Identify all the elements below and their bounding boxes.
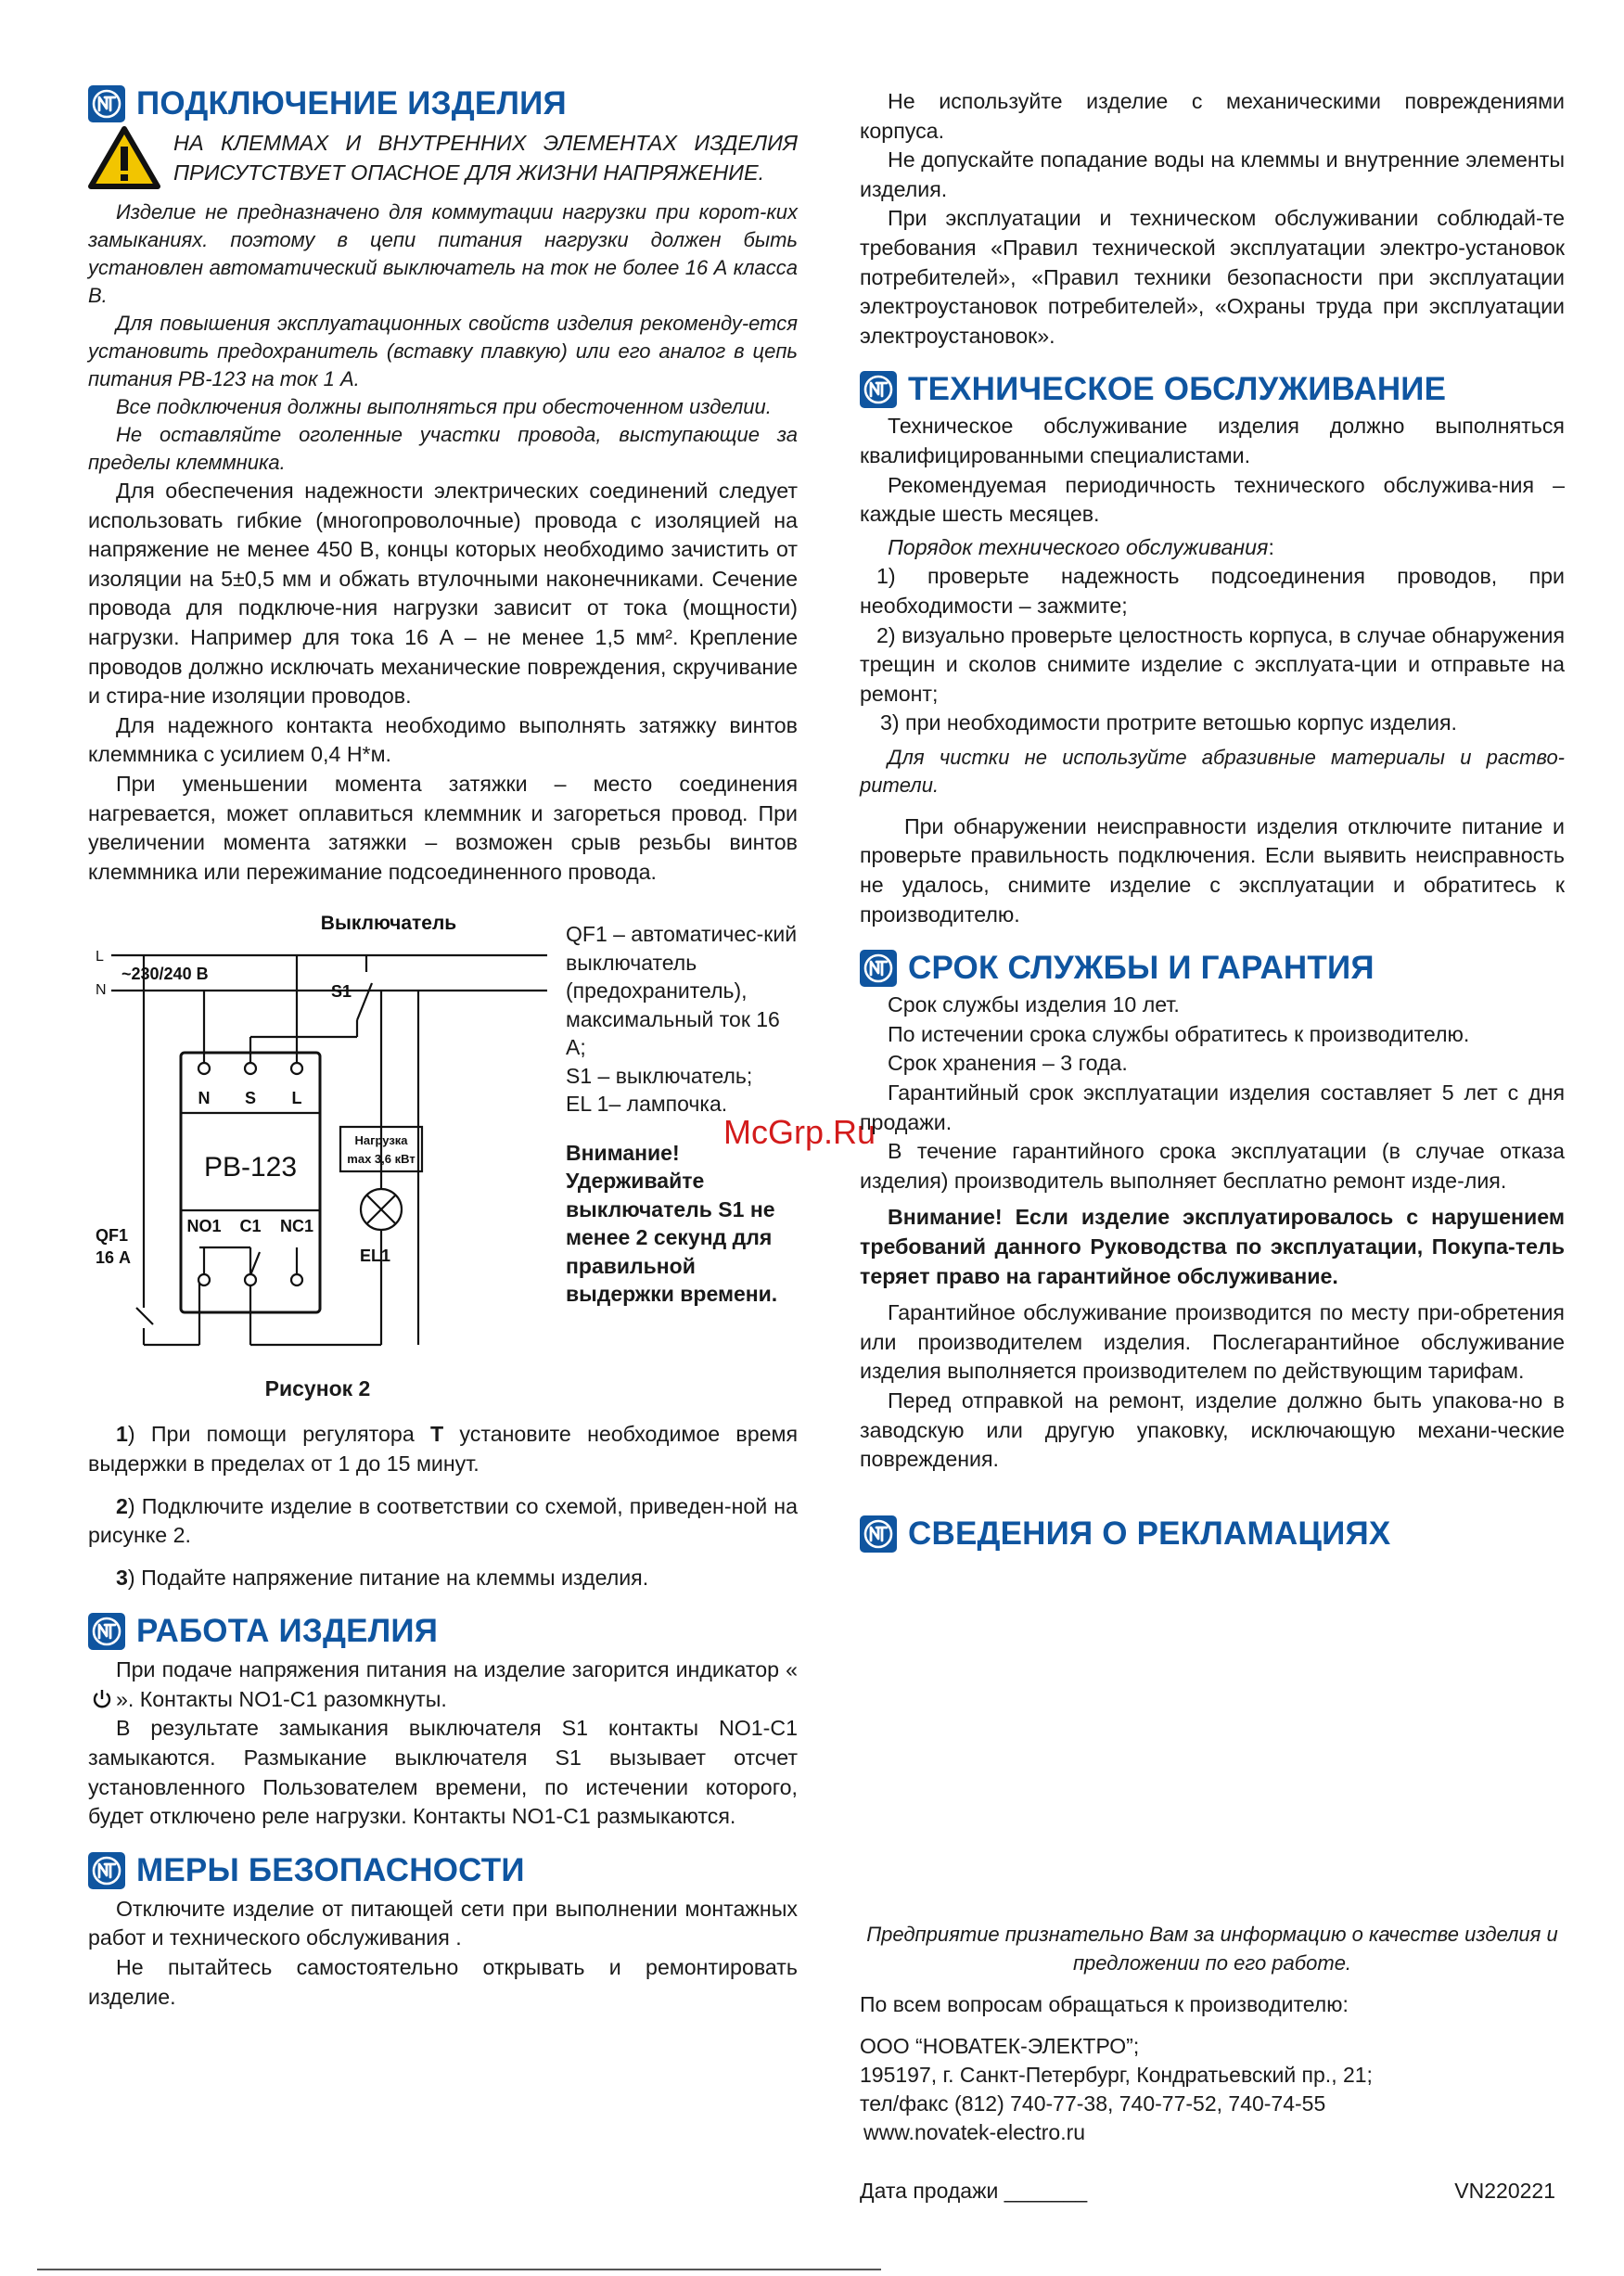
left-column: [88, 85, 798, 2012]
section-title: СВЕДЕНИЯ О РЕКЛАМАЦИЯХ: [908, 1515, 1391, 1552]
paragraph: Не допускайте попадание воды на клеммы и внутренние элементы изделия.: [860, 147, 1565, 201]
diagram-legend: [566, 920, 798, 1373]
figure-caption: Рисунок 2: [264, 1376, 371, 1401]
section-work-heading: [88, 1613, 798, 1650]
company-address: 195197, г. Санкт-Петербург, Кондратьевский пр., 21;: [860, 2063, 1373, 2087]
paragraph: Все подключения должны выполняться при обесточенном изделии.: [116, 395, 772, 418]
section-connect-heading: [88, 85, 798, 122]
terminal-no1: NO1: [186, 1217, 222, 1236]
section-safety-heading: [88, 1852, 798, 1889]
novatek-logo-icon: [860, 1515, 897, 1553]
qf1-label: QF1: [96, 1226, 129, 1246]
paragraph: Срок хранения – 3 года.: [888, 1051, 1128, 1076]
paragraph: Не пытайтесь самостоятельно открывать и ремонтировать изделие.: [88, 1955, 798, 2009]
section-title: МЕРЫ БЕЗОПАСНОСТИ: [136, 1851, 525, 1888]
novatek-logo-icon: [860, 371, 897, 408]
paragraph: Гарантийный срок эксплуатации изделия составляет 5 лет с дня продажи.: [860, 1080, 1565, 1134]
el1-label: EL1: [360, 1247, 391, 1266]
step-2: 2) Подключите изделие в соответствии со схемой, приведен-ной на рисунке 2.: [88, 1493, 798, 1548]
bottom-rule: [37, 2269, 881, 2270]
paragraph: Перед отправкой на ремонт, изделие должно быть упакова-но в заводскую или другую упаковку, исключающую механи-ческие повреждения.: [860, 1387, 1565, 1472]
paragraph: Изделие не предназначено для коммутации нагрузки при корот-ких замыканиях. поэтому в цепи питания нагрузки должен быть установлен автоматический выключатель на ток не более 16 А класса B.: [88, 200, 798, 307]
terminal-s: S: [244, 1089, 257, 1108]
step-3: 3) Подайте напряжение питание на клеммы изделия.: [116, 1565, 649, 1590]
terminal-c1: C1: [239, 1217, 262, 1236]
paragraph: При эксплуатации и техническом обслуживании соблюдай-те требования «Правил технической эксплуатации электро-установок потребителей», «Правил техники безопасности при эксплуатации электроустановок потребителей», «Охраны труда при эксплуатации электроустановок».: [860, 206, 1565, 348]
power-icon: [92, 1690, 112, 1708]
sale-date-field[interactable]: Дата продажи _______: [860, 2179, 1088, 2203]
warning-triangle-icon: [88, 126, 160, 189]
s1-label: S1: [331, 982, 352, 1002]
thanks-text: Предприятие признательно Вам за информацию о качестве изделия и предложении по его работе.: [866, 1923, 1558, 1975]
line-n-label: N: [96, 982, 107, 999]
paragraph: В результате замыкания выключателя S1 контакты NO1-C1 замыкаются. Размыкание выключателя S1 вызывает отсчет установленного Пользователем времени, по истечении которого, будет отключено реле нагрузки. Контакты NO1-C1 размыкаются.: [88, 1716, 798, 1829]
load-power-label: max 3,6 кВт: [347, 1152, 416, 1167]
novatek-logo-icon: [88, 1613, 125, 1650]
paragraph: По истечении срока службы обратитесь к производителю.: [888, 1021, 1470, 1046]
sale-date-row: [860, 2179, 1565, 2204]
section-maintenance-heading: [860, 371, 1565, 408]
terminal-n: N: [198, 1089, 211, 1108]
wiring-diagram: [88, 900, 547, 1373]
paragraph: Рекомендуемая периодичность технического обслужива-ния – каждые шесть месяцев.: [860, 472, 1565, 527]
danger-warning: [88, 126, 798, 189]
paragraph: Гарантийное обслуживание производится по месту при-обретения или производителем изделия. Послегарантийное обслуживание изделия выполняется производителем по действующим тарифам.: [860, 1300, 1565, 1384]
s1-switch: [357, 983, 372, 1020]
paragraph: Порядок технического обслуживания:: [888, 534, 1274, 559]
section-title: ПОДКЛЮЧЕНИЕ ИЗДЕЛИЯ: [136, 85, 567, 121]
list-item: 1) проверьте надежность подсоединения проводов, при необходимости – зажмите;: [860, 564, 1565, 618]
novatek-logo-icon: [88, 1852, 125, 1889]
company-name: ООО “НОВАТЕК-ЭЛЕКТРО”;: [860, 2034, 1140, 2058]
legend-attention: Внимание! Удерживайте выключатель S1 не менее 2 секунд для правильной выдержки времени.: [566, 1140, 778, 1307]
device-label: РВ-123: [203, 1152, 298, 1183]
paragraph: Для чистки не используйте абразивные материалы и раство-рители.: [860, 745, 1565, 797]
list-item: 2) визуально проверьте целостность корпуса, в случае обнаружения трещин и сколов снимите изделие с эксплуата-ции и отправьте на ремонт;: [860, 622, 1565, 706]
section-title: РАБОТА ИЗДЕЛИЯ: [136, 1613, 439, 1650]
company-phone: тел/факс (812) 740-77-38, 740-77-52, 740-74-55: [860, 2091, 1326, 2116]
paragraph: При подаче напряжения питания на изделие загорится индикатор «». Контакты NO1-C1 разомкнуты.: [88, 1656, 798, 1714]
line-l-label: L: [96, 949, 104, 965]
paragraph: Техническое обслуживание изделия должно выполняться квалифицированными специалистами.: [860, 414, 1565, 467]
paragraph: Не оставляйте оголенные участки провода, выступающие за пределы клеммника.: [88, 423, 798, 474]
paragraph: Для надежного контакта необходимо выполнять затяжку винтов клеммника с усилием 0,4 Н*м.: [88, 712, 798, 767]
step-1: 1) При помощи регулятора T установите необходимое время выдержки в пределах от 1 до 15 минут.: [88, 1422, 798, 1476]
right-column: [860, 87, 1565, 1553]
paragraph: Срок службы изделия 10 лет.: [888, 992, 1180, 1017]
paragraph: Для повышения эксплуатационных свойств изделия рекоменду-ется установить предохранитель (вставку плавкую) или его аналог в цепь питания РВ-123 на ток 1 А.: [88, 312, 798, 390]
qf1-current-label: 16 А: [96, 1248, 132, 1268]
contact-intro: По всем вопросам обращаться к производителю:: [860, 1992, 1349, 2016]
company-website[interactable]: www.novatek-electro.ru: [863, 2120, 1086, 2144]
novatek-logo-icon: [860, 950, 897, 987]
paragraph: При обнаружении неисправности изделия отключите питание и проверьте правильность подключения. Если выявить неисправность не удалось, снимите изделие с эксплуатации и обратитесь к производителю.: [860, 813, 1565, 927]
section-title: ТЕХНИЧЕСКОЕ ОБСЛУЖИВАНИЕ: [908, 371, 1447, 408]
load-label: Нагрузка: [354, 1133, 408, 1148]
paragraph: Для обеспечения надежности электрических соединений следует использовать гибкие (многопроволочные) провода с изоляцией на напряжение не менее 450 В, концы которых необходимо зачистить от изоляции на 5±0,5 мм и обжать втулочными наконечниками. Сечение провода для подключе-ния нагрузки зависит от тока (мощности) нагрузки. Например для тока 16 А – не менее 1,5 мм². Крепление проводов должно исключать механические повреждения, скручивание и стира-ние изоляции проводов.: [88, 479, 798, 709]
paragraph: При уменьшении момента затяжки – место соединения нагревается, может оплавиться клеммник и загореться провод. При увеличении момента затяжки – возможен срыв резьбы винтов клеммника или пережимание подсоединенного провода.: [88, 771, 798, 884]
wiring-figure: [88, 900, 798, 1373]
novatek-logo-icon: [88, 85, 125, 122]
terminal-l: L: [291, 1089, 302, 1108]
section-claims-heading: [860, 1515, 1565, 1553]
paragraph: Отключите изделие от питающей сети при выполнении монтажных работ и технического обслуживания .: [88, 1896, 798, 1950]
warning-text: НА КЛЕММАХ И ВНУТРЕННИХ ЭЛЕМЕНТАХ ИЗДЕЛИЯ ПРИСУТСТВУЕТ ОПАСНОЕ ДЛЯ ЖИЗНИ НАПРЯЖЕНИЕ.: [173, 131, 798, 185]
watermark: McGrp.Ru: [723, 1113, 876, 1151]
terminal-nc1: NC1: [279, 1217, 314, 1236]
voltage-label: ~230/240 В: [121, 965, 209, 984]
switch-label: Выключатель: [320, 913, 457, 935]
list-item: 3) при необходимости протрите ветошью корпус изделия.: [880, 710, 1457, 735]
paragraph: Внимание! Если изделие эксплуатировалось с нарушением требований данного Руководства по эксплуатации, Покупа-тель теряет право на гарантийное обслуживание.: [860, 1205, 1565, 1288]
footer-block: [860, 1920, 1565, 2204]
legend-qf1: QF1 – автоматичес-кий выключатель (предохранитель), максимальный ток 16 А;: [566, 922, 798, 1060]
document-code: VN220221: [1454, 2179, 1555, 2203]
legend-el1: EL 1– лампочка.: [566, 1092, 728, 1117]
paragraph: В течение гарантийного срока эксплуатации (в случае отказа изделия) производитель выполняет бесплатно ремонт изде-лия.: [860, 1139, 1565, 1193]
paragraph: Не используйте изделие с механическими повреждениями корпуса.: [860, 89, 1565, 143]
legend-s1: S1 – выключатель;: [566, 1063, 753, 1088]
section-title: СРОК СЛУЖБЫ И ГАРАНТИЯ: [908, 950, 1375, 987]
section-warranty-heading: [860, 950, 1565, 987]
